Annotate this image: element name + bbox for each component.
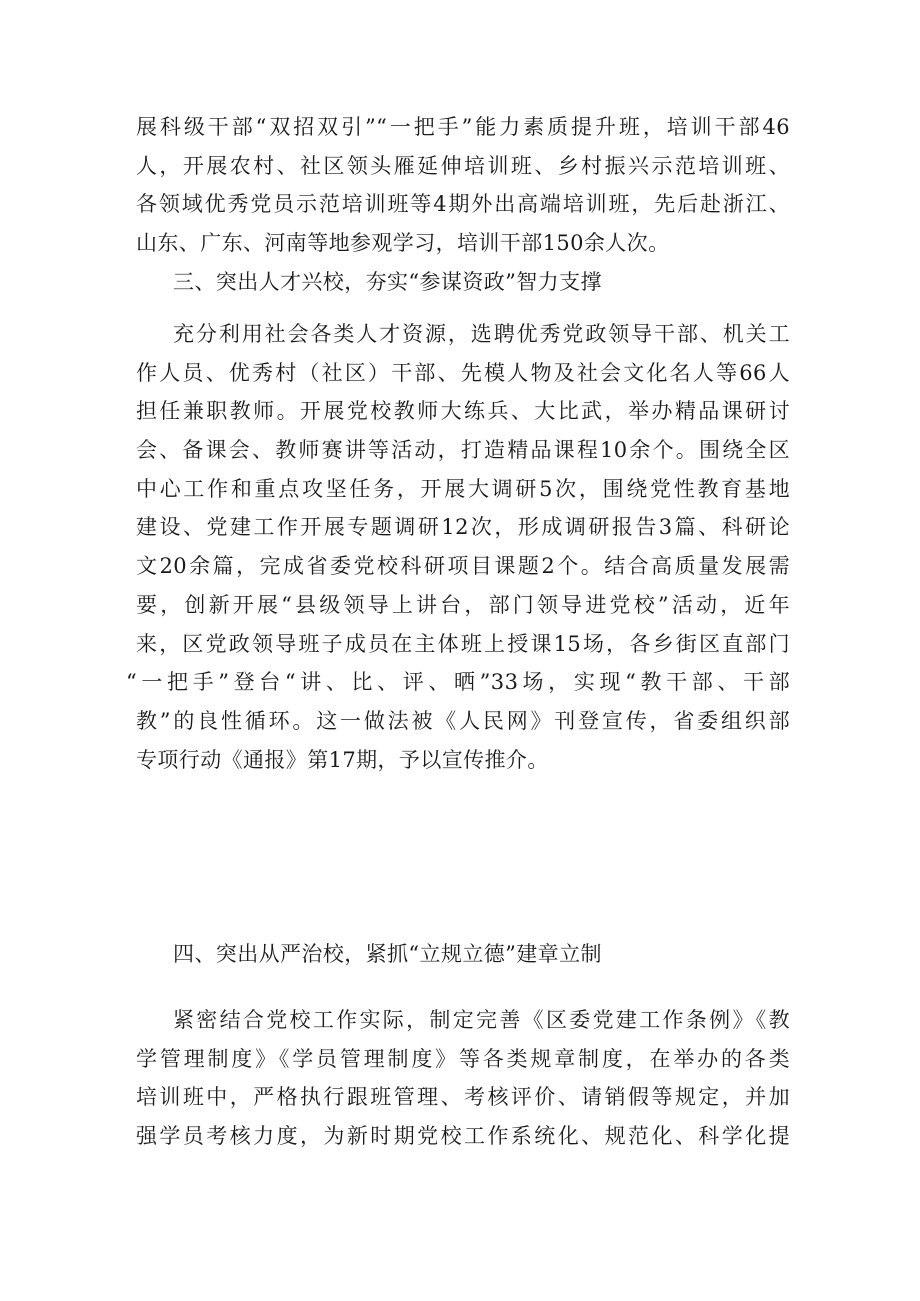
text-line: 中心工作和重点攻坚任务，开展大调研5次，围绕党性教育基地 <box>136 476 790 501</box>
text-line: 会、备课会、教师赛讲等活动，打造精品课程10余个。围绕全区 <box>136 438 790 463</box>
text-line: 强学员考核力度，为新时期党校工作系统化、规范化、科学化提 <box>136 1124 790 1149</box>
text-line: 学管理制度》《学员管理制度》等各类规章制度，在举办的各类 <box>136 1046 790 1071</box>
text-line: 教”的良性循环。这一做法被《人民网》刊登宣传，省委组织部 <box>136 708 790 733</box>
text-line: 建设、党建工作开展专题调研12次，形成调研报告3篇、科研论 <box>136 515 790 540</box>
text-line: 来，区党政领导班子成员在主体班上授课15场，各乡街区直部门 <box>136 631 790 656</box>
heading-line: 四、突出从严治校，紧抓“立规立德”建章立制 <box>173 942 602 966</box>
text-line: “一把手”登台“讲、比、评、晒”33场，实现“教干部、干部 <box>126 670 790 695</box>
text-line: 专项行动《通报》第17期，予以宣传推介。 <box>136 747 549 772</box>
section-heading-talent <box>136 263 790 302</box>
text-line: 担任兼职教师。开展党校教师大练兵、大比武，举办精品课研讨 <box>136 399 790 424</box>
text-line: 要，创新开展“县级领导上讲台，部门领导进党校”活动，近年 <box>136 592 790 617</box>
text-line: 各领域优秀党员示范培训班等4期外出高端培训班，先后赴浙江、 <box>136 192 790 217</box>
paragraph-part-time-teachers <box>126 315 790 779</box>
text-line: 展科级干部“双招双引”“一把手”能力素质提升班，培训干部46 <box>136 115 790 139</box>
heading-line: 三、突出人才兴校，夯实“参谋资政”智力支撑 <box>173 270 602 294</box>
text-line: 紧密结合党校工作实际，制定完善《区委党建工作条例》《教 <box>173 1008 790 1032</box>
section-heading-discipline <box>136 935 790 974</box>
paragraph-rules-regulations <box>136 1001 790 1156</box>
text-line: 山东、广东、河南等地参观学习，培训干部150余人次。 <box>136 231 670 256</box>
paragraph-training-cadres <box>136 108 790 263</box>
text-line: 人，开展农村、社区领头雁延伸培训班、乡村振兴示范培训班、 <box>136 153 790 178</box>
text-line: 文20余篇，完成省委党校科研项目课题2个。结合高质量发展需 <box>136 554 790 579</box>
text-line: 充分利用社会各类人才资源，选聘优秀党政领导干部、机关工 <box>173 322 790 346</box>
text-line: 培训班中，严格执行跟班管理、考核评价、请销假等规定，并加 <box>136 1085 790 1110</box>
text-line: 作人员、优秀村（社区）干部、先模人物及社会文化名人等66人 <box>136 360 790 385</box>
